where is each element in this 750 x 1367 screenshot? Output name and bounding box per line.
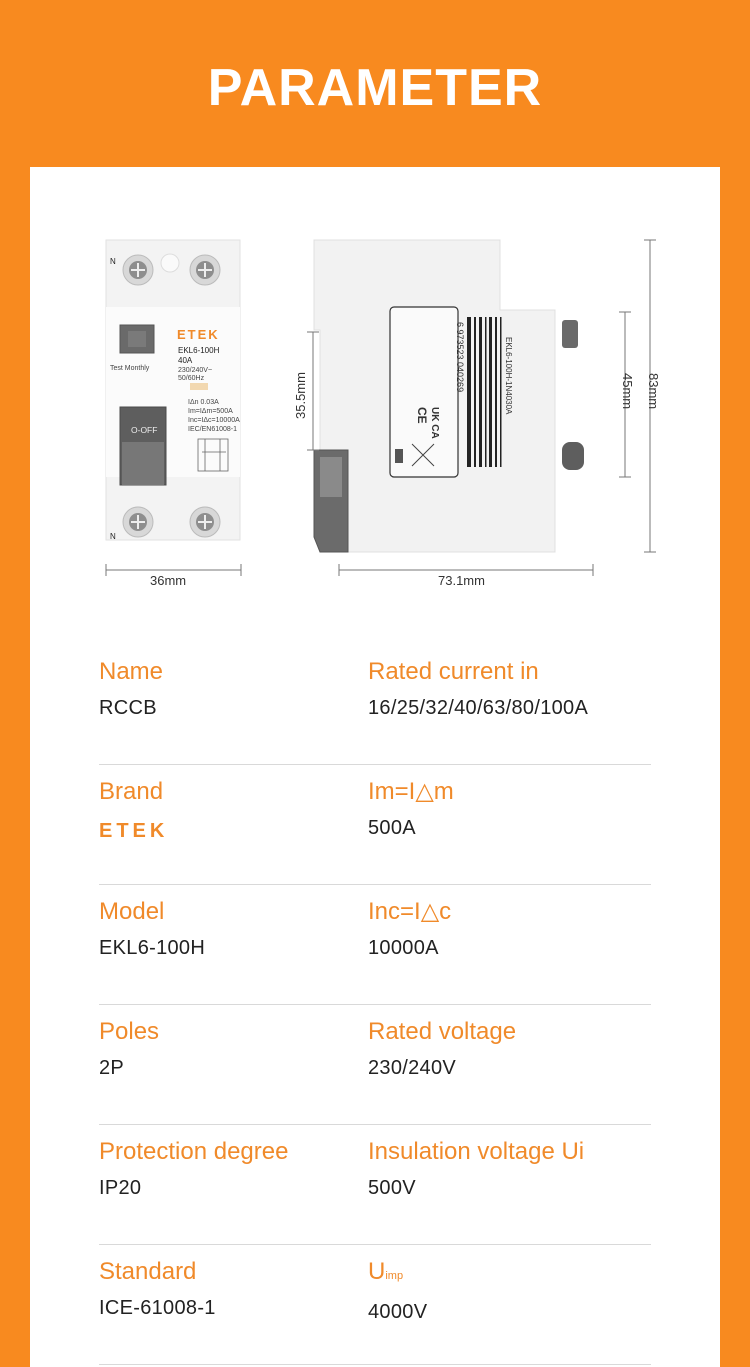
param-value: 500V (368, 1177, 416, 1199)
dim-width-front-label: 36mm (150, 573, 187, 588)
brand-logo-text: ETEK (99, 820, 169, 841)
param-value: 230/240V (368, 1057, 457, 1079)
param-row (99, 1125, 651, 1245)
param-label: Protection degree (99, 1138, 289, 1165)
param-label: Inc=I△c (368, 898, 452, 925)
param-value: 10000A (368, 937, 439, 959)
param-row (99, 765, 651, 885)
param-label-main: U (368, 1258, 386, 1285)
pole-top-label: N (110, 257, 116, 266)
dimension-height-inner (293, 332, 319, 450)
param-value: ICE-61008-1 (99, 1297, 216, 1319)
param-row (99, 1005, 651, 1125)
param-label: Brand (99, 778, 164, 805)
param-label: Im=I△m (368, 778, 454, 805)
param-value: RCCB (99, 697, 157, 719)
front-spec-2: Im=IΔm=500A (188, 408, 233, 415)
param-row (99, 885, 651, 1005)
content-card (30, 167, 720, 1367)
test-monthly-label: Test Monthly (110, 365, 150, 372)
side-code: EKL6-100H-1N4030A (504, 337, 513, 415)
param-label: Rated current in (368, 658, 539, 685)
front-current: 40A (178, 356, 193, 365)
param-value: 16/25/32/40/63/80/100A (368, 697, 589, 719)
param-label: Standard (99, 1258, 197, 1285)
dimension-height-mid (619, 312, 635, 477)
dim-height-mid-label: 45mm (620, 373, 635, 410)
cert-ukca: UK CA (429, 407, 440, 439)
param-label: Insulation voltage Ui (368, 1138, 585, 1165)
front-view (106, 240, 240, 541)
page-title: PARAMETER (207, 59, 543, 117)
param-label-subscript: imp (385, 1270, 404, 1282)
param-label: Rated voltage (368, 1018, 517, 1045)
side-view (314, 240, 584, 552)
dimension-height-total (644, 240, 661, 552)
param-value: 2P (99, 1057, 125, 1079)
dim-height-inner-label: 35.5mm (293, 372, 308, 419)
barcode-number: 6 973523 040269 (455, 322, 465, 393)
front-spec-1: IΔn 0.03A (188, 399, 219, 406)
param-value: 4000V (368, 1301, 428, 1323)
brand-logo (99, 819, 189, 841)
param-row (99, 645, 651, 765)
param-value: 500A (368, 817, 416, 839)
param-row (99, 1245, 651, 1365)
param-label (368, 1257, 427, 1291)
pole-bottom-label: N (110, 532, 116, 541)
param-value: IP20 (99, 1177, 142, 1199)
dim-height-total-label: 83mm (646, 373, 661, 410)
dimension-depth (339, 564, 593, 588)
front-frequency: 50/60Hz (178, 375, 205, 382)
switch-label: O-OFF (131, 425, 158, 435)
front-model: EKL6-100H (178, 346, 220, 355)
product-diagram (30, 167, 720, 607)
param-label: Model (99, 898, 165, 925)
front-brand-logo: ETEK (177, 327, 220, 342)
param-label: Poles (99, 1018, 160, 1045)
param-label: Name (99, 658, 164, 685)
param-value: EKL6-100H (99, 937, 206, 959)
dim-depth-label: 73.1mm (438, 573, 485, 588)
dimension-width-front (106, 564, 241, 588)
front-spec-4: IEC/EN61008-1 (188, 426, 238, 433)
front-voltage: 230/240V~ (178, 367, 213, 374)
front-spec-3: Inc=IΔc=10000A (188, 417, 240, 424)
cert-ce: CE (415, 407, 429, 424)
parameter-table (99, 645, 651, 1365)
